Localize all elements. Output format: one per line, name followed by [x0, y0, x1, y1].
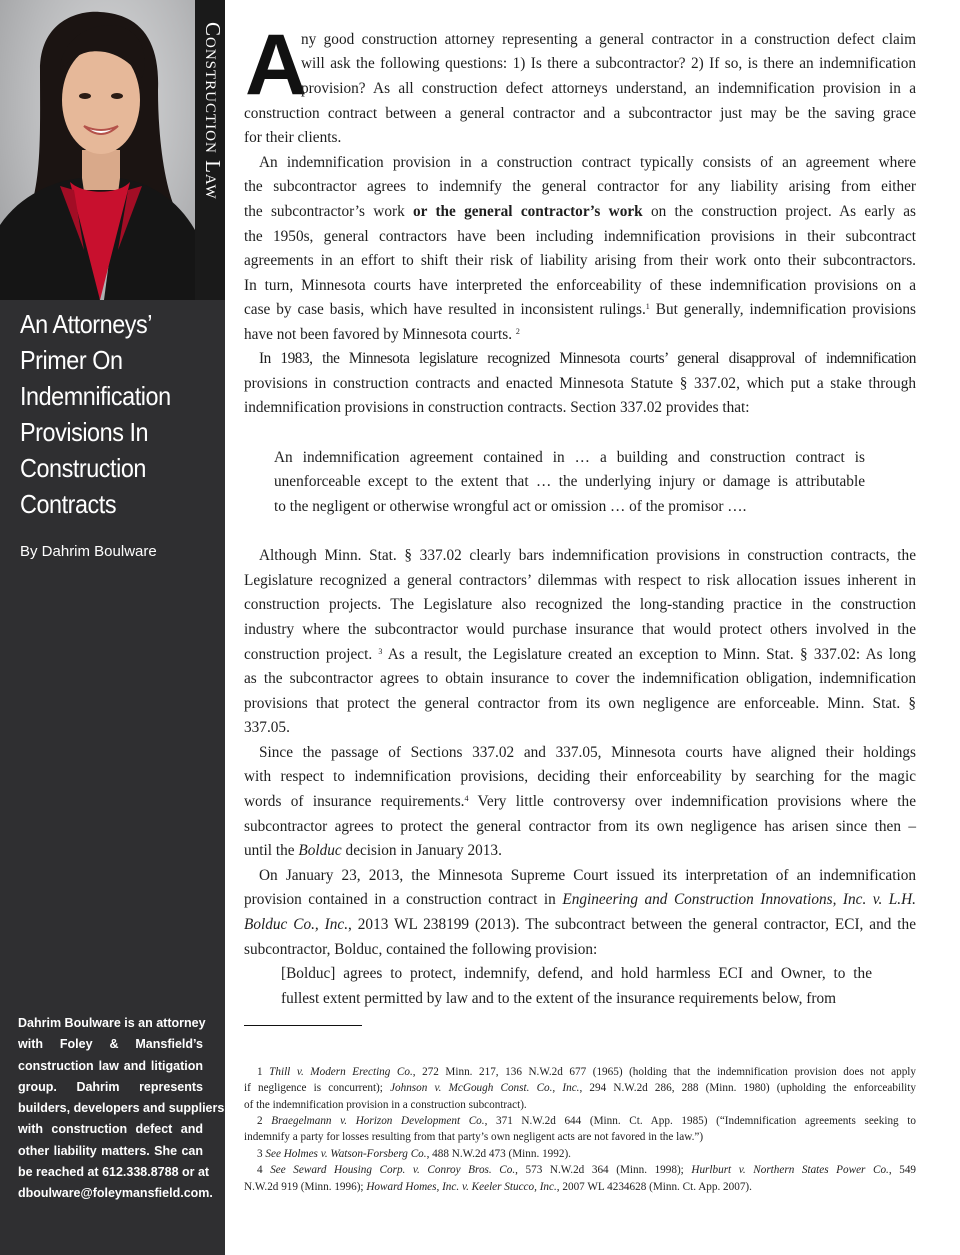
block-quote-line: fullest extent permitted by law and to the extent of the insurance requirements below, from [281, 990, 837, 1007]
case-name: Thill v. Modern Erecting Co. [269, 1066, 413, 1078]
case-name: Bolduc [298, 842, 342, 859]
case-name: Hurlburt v. Northern States Power Co. [691, 1164, 889, 1176]
text-run: provision contained in a construction contract in [244, 891, 563, 908]
bio-line: be reached at 612.338.8788 or at [18, 1165, 210, 1180]
paragraph-line: An indemnification provision in a construction contract typically consists of an agreement where [259, 154, 916, 171]
paragraph-line: provisions that protect the general contractor from its own negligence are enforceable. Minn. Stat. § [244, 695, 916, 712]
bio-line: builders, developers and suppliers [18, 1101, 225, 1116]
bio-line: with construction defect and [18, 1122, 203, 1137]
footnote-number: 2 [257, 1115, 272, 1127]
text-run: have not been favored by Minnesota courts. [244, 326, 516, 343]
title-line: Primer On [20, 345, 123, 375]
text-run: , 549 [888, 1164, 917, 1176]
case-name: See Seward Housing Corp. v. Conroy Bros. Co. [270, 1164, 516, 1176]
footnote-divider [244, 1025, 362, 1026]
section-label-bar [195, 0, 225, 300]
paragraph-line: On January 23, 2013, the Minnesota Supreme Court issued its interpretation of an indemnification [259, 867, 916, 884]
footnote-number: 4 [257, 1164, 271, 1176]
article-title [20, 306, 196, 522]
text-run: words of insurance requirements. [244, 793, 465, 810]
author-bio [18, 1013, 225, 1205]
footnote-line: of the indemnification provision in a construction subcontract). [244, 1099, 527, 1111]
text-run: , 2007 WL 4234628 (Minn. Ct. App. 2007). [556, 1181, 752, 1193]
paragraph-line: In 1983, the Minnesota legislature recognized Minnesota courts’ general disapproval of indemnification [259, 350, 916, 367]
paragraph-line [244, 300, 916, 320]
text-run: , 488 N.W.2d 473 (Minn. 1992). [426, 1148, 571, 1160]
paragraph-line: with respect to indemnification provisions, deciding their enforceability by searching for the magic [244, 768, 916, 785]
paragraph-line: In turn, Minnesota courts have interpreted the enforceability of these indemnification provisions on a [244, 277, 916, 294]
block-quote-line: to the negligent or otherwise wrongful act or omission … of the promisor …. [274, 498, 747, 515]
paragraph-line: industry where the subcontractor would purchase insurance that would protect others involved in the [244, 621, 916, 638]
footnote-2 [257, 1113, 916, 1130]
block-quote-line: [Bolduc] agrees to protect, indemnify, defend, and hold harmless ECI and Owner, to the [281, 965, 872, 982]
bio-email-line: dboulware@foleymansfield.com. [18, 1186, 213, 1201]
title-line: Provisions In [20, 417, 149, 447]
sidebar [0, 0, 225, 1255]
block-quote-line: An indemnification agreement contained in … a building and construction contract is [274, 449, 865, 466]
footnote-3 [257, 1146, 916, 1163]
paragraph-line: agreements in an effort to shift their risk of liability arising from their work onto their subcontractors. [244, 252, 916, 269]
author-portrait-image [0, 0, 195, 300]
drop-cap: A [245, 17, 308, 113]
text-run: Very little controversy over indemnification provisions where the [468, 793, 916, 810]
footnote-number: 1 [257, 1066, 270, 1078]
paragraph-line [244, 645, 916, 665]
text-run: case by case basis, which have resulted in inconsistent rulings. [244, 301, 646, 318]
bio-line: construction law and litigation [18, 1058, 203, 1073]
paragraph-line: as the subcontractor agrees to obtain insurance to cover the indemnification obligation, indemnification [244, 670, 916, 687]
paragraph-line: subcontractor agrees to protect the general contractor from its own negligence has arisen since then – [244, 818, 916, 835]
paragraph-line [244, 841, 916, 861]
paragraph-line: for their clients. [244, 129, 342, 146]
text-run: , 2013 WL 238199 (2013). The subcontract between the general contractor, ECI, and the [348, 916, 916, 933]
footnote-number: 3 [257, 1148, 266, 1160]
text-run: But generally, indemnification provisions [649, 301, 916, 318]
footnote-line [244, 1080, 916, 1097]
paragraph-line [244, 202, 916, 222]
paragraph-line: Although Minn. Stat. § 337.02 clearly bars indemnification provisions in construction contracts, the [259, 547, 916, 564]
text-run: if negligence is concurrent); [244, 1082, 391, 1094]
paragraph-line: indemnification provisions in construction contracts. Section 337.02 provides that: [244, 399, 750, 416]
author-photo [0, 0, 195, 300]
footnote-4 [257, 1162, 916, 1179]
paragraph-line [244, 325, 916, 345]
case-name: Johnson v. McGough Const. Co., Inc. [390, 1082, 580, 1094]
paragraph-line: will ask the following questions: 1) Is there a subcontractor? 2) If so, is there an indemnification [301, 55, 916, 72]
footnote-line [244, 1179, 916, 1196]
byline: By Dahrim Boulware [20, 543, 157, 560]
title-line: Contracts [20, 489, 117, 519]
bio-line: other liability matters. She can [18, 1143, 203, 1158]
paragraph-line: 337.05. [244, 719, 290, 736]
footnote-ref: 4 [464, 794, 469, 803]
case-name: Braegelmann v. Horizon Development Co. [271, 1115, 485, 1127]
title-line: An Attorneys’ [20, 309, 153, 339]
paragraph-line: provisions in construction contracts and enacted Minnesota Statute § 337.02, which put a stake through [244, 375, 916, 392]
bold-text: or the general contractor’s work [413, 203, 643, 220]
paragraph-line: Since the passage of Sections 337.02 and 337.05, Minnesota courts have aligned their holdings [259, 744, 916, 761]
paragraph-line: the 1950s, general contractors have been including indemnification provisions in their subcontract [244, 228, 916, 245]
paragraph-line: Legislature recognized a general contractors’ dilemmas with respect to risk allocation issues inherent in [244, 572, 916, 589]
text-run: decision in January 2013. [341, 842, 502, 859]
title-line: Indemnification [20, 381, 171, 411]
paragraph-line: the subcontractor agrees to indemnify the general contractor for any liability arising from either [244, 178, 916, 195]
paragraph-line [244, 915, 916, 935]
text-run: construction project. [244, 646, 379, 663]
footnote-ref: 1 [645, 302, 650, 311]
text-run: until the [244, 842, 299, 859]
section-label: Construction Law [201, 22, 225, 200]
title-line: Construction [20, 453, 146, 483]
case-name: Howard Homes, Inc. v. Keeler Stucco, Inc. [366, 1181, 557, 1193]
paragraph-line [244, 792, 916, 812]
paragraph-line: construction contract between a general contractor and a subcontractor just may be the saving grace [244, 105, 916, 122]
text-run: , 371 N.W.2d 644 (Minn. Ct. App. 1985) (“Indemnification agreements seeking to [484, 1115, 916, 1127]
bio-line: with Foley & Mansfield’s [18, 1037, 203, 1052]
paragraph-line [244, 890, 916, 910]
bio-line: group. Dahrim represents [18, 1079, 203, 1094]
paragraph-line: subcontractor, Bolduc, contained the following provision: [244, 941, 598, 958]
paragraph-line: ny good construction attorney representing a general contractor in a construction defect claim [301, 31, 916, 48]
paragraph-line: construction projects. The Legislature also recognized the long-standing practice in the construction [244, 596, 916, 613]
footnote-ref: 3 [378, 647, 383, 656]
footnote-line: indemnify a party for losses resulting from that party’s own negligent acts are not favored in the law.”) [244, 1131, 704, 1143]
block-quote-line: unenforceable except to the extent that … the underlying injury or damage is attributable [274, 473, 865, 490]
text-run: N.W.2d 919 (Minn. 1996); [244, 1181, 367, 1193]
text-run: , 294 N.W.2d 286, 288 (Minn. 1980) (upholding the enforceability [579, 1082, 916, 1094]
text-run: on the construction project. As early as [642, 203, 916, 220]
bio-line: Dahrim Boulware is an attorney [18, 1016, 206, 1030]
footnote-1 [257, 1064, 916, 1081]
text-run: the subcontractor’s work [244, 203, 413, 220]
text-run: , 272 Minn. 217, 136 N.W.2d 677 (1965) (holding that the indemnification provision does not apply [412, 1066, 916, 1078]
text-run: As a result, the Legislature created an exception to Minn. Stat. § 337.02: As long [382, 646, 916, 663]
paragraph-line: provision? As all construction defect attorneys understand, an indemnification provision in a [301, 80, 916, 97]
footnote-ref: 2 [515, 327, 520, 336]
case-name: Engineering and Construction Innovations, Inc. v. L.H. [562, 891, 916, 908]
case-name: Bolduc Co., Inc. [244, 916, 349, 933]
case-name: See Holmes v. Watson-Forsberg Co. [265, 1148, 427, 1160]
text-run: , 573 N.W.2d 364 (Minn. 1998); [515, 1164, 692, 1176]
